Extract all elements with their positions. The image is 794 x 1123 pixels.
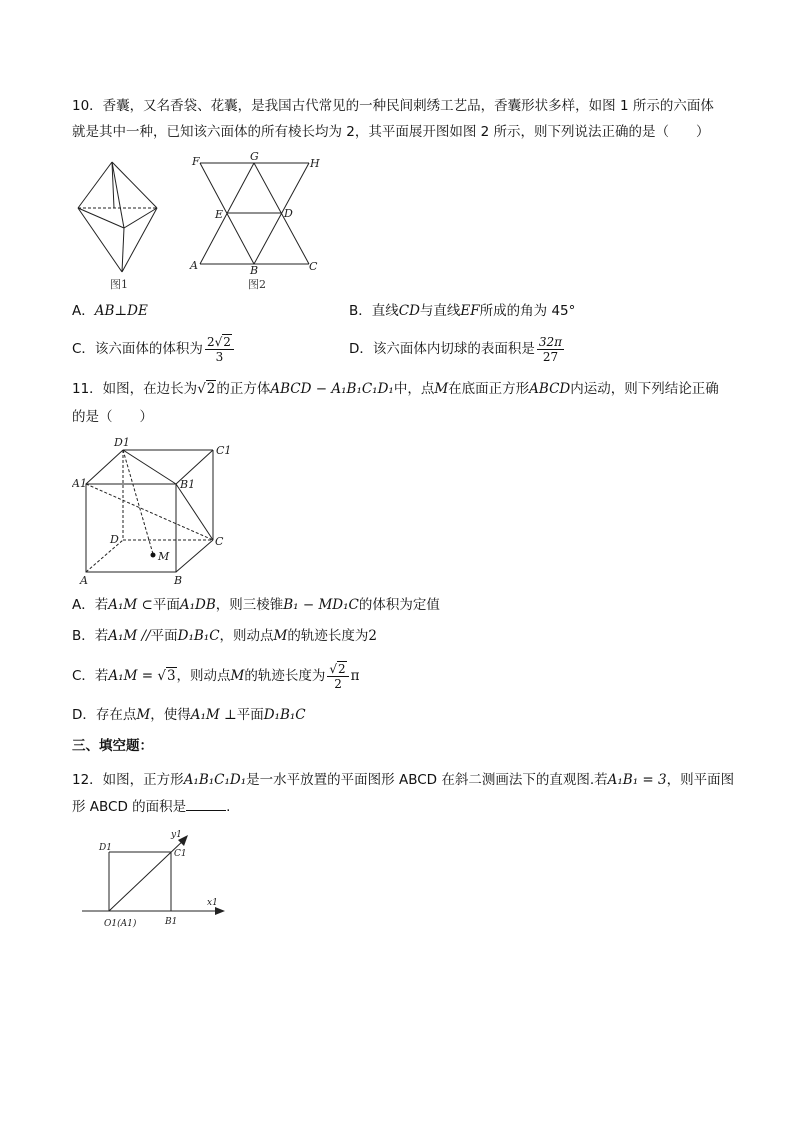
- label-B1: B1: [180, 478, 196, 491]
- q11-option-d: D．存在点M，使得A₁M ⊥平面D₁B₁C: [72, 707, 306, 723]
- label-B: B: [250, 264, 259, 277]
- label-B: B: [174, 574, 183, 586]
- label-D1: D1: [99, 843, 112, 853]
- label-B1: B1: [165, 917, 178, 927]
- label-D: D: [284, 207, 293, 220]
- q11-cube-figure: [72, 434, 242, 586]
- label-O1A1: O1(A1): [104, 919, 137, 929]
- q12-oblique-figure: [82, 826, 232, 936]
- q12-line2: 形 ABCD 的面积是 .: [72, 795, 230, 819]
- q10-option-a: A．AB⊥DE: [72, 303, 148, 319]
- fig1-caption: 图1: [110, 278, 128, 291]
- label-A: A: [80, 574, 88, 586]
- label-A: A: [190, 259, 198, 272]
- section-fill-in-blank: 三、填空题：: [72, 738, 153, 754]
- label-H: H: [310, 157, 320, 170]
- x-axis-arrow: [215, 907, 225, 915]
- label-A1: A1: [72, 477, 87, 490]
- label-C1: C1: [216, 444, 232, 457]
- q12-line1: 12．如图，正方形A₁B₁C₁D₁是一水平放置的平面图形 ABCD 在斜二测画法下的直观图.若A₁B₁ = 3，则平面图: [72, 772, 735, 788]
- q10-figure1-hexahedron: [72, 158, 162, 298]
- q11-line2: 的是（ ）: [72, 409, 153, 425]
- label-M: M: [158, 550, 170, 563]
- q10-line2: 就是其中一种，已知该六面体的所有棱长均为 2，其平面展开图如图 2 所示，则下列说法正确的是（ ）: [72, 124, 710, 140]
- q11-option-c: C．若A₁M = √3，则动点M的轨迹长度为 $\frac{√2}{2}$ π: [72, 661, 360, 691]
- q11-option-b: B．若A₁M //平面D₁B₁C，则动点M的轨迹长度为2: [72, 628, 377, 644]
- label-E: E: [215, 208, 224, 221]
- q10-line1: 10．香囊，又名香袋、花囊，是我国古代常见的一种民间刺绣工艺品，香囊形状多样，如图 1 所示的六面体: [72, 98, 714, 114]
- q11-option-a: A．若A₁M ⊂平面A₁DB，则三棱锥B₁ − MD₁C的体积为定值: [72, 597, 440, 613]
- label-y1: y1: [171, 830, 182, 840]
- q10-option-b: B．直线CD与直线EF所成的角为 45°: [349, 303, 576, 319]
- q10-option-d: D．该六面体内切球的表面积是 $\frac{32\pi}{27}$: [349, 334, 563, 364]
- q10-figure2-net: [186, 150, 326, 298]
- label-F: F: [192, 155, 200, 168]
- answer-blank[interactable]: [186, 796, 226, 811]
- label-G: G: [250, 150, 259, 163]
- fig2-caption: 图2: [248, 278, 266, 291]
- q11-line1: 11．如图，在边长为√2的正方体ABCD − A₁B₁C₁D₁中，点M在底面正方形ABCD内运动，则下列结论正确: [72, 381, 719, 397]
- q10-option-c: C．该六面体的体积为 $\frac{2√2}{3}$: [72, 334, 236, 364]
- point-m-dot: [151, 553, 156, 558]
- label-D: D: [110, 533, 119, 546]
- label-C1: C1: [174, 849, 187, 859]
- label-C: C: [309, 260, 318, 273]
- label-D1: D1: [114, 436, 130, 449]
- label-x1: x1: [207, 898, 218, 908]
- label-C: C: [215, 535, 224, 548]
